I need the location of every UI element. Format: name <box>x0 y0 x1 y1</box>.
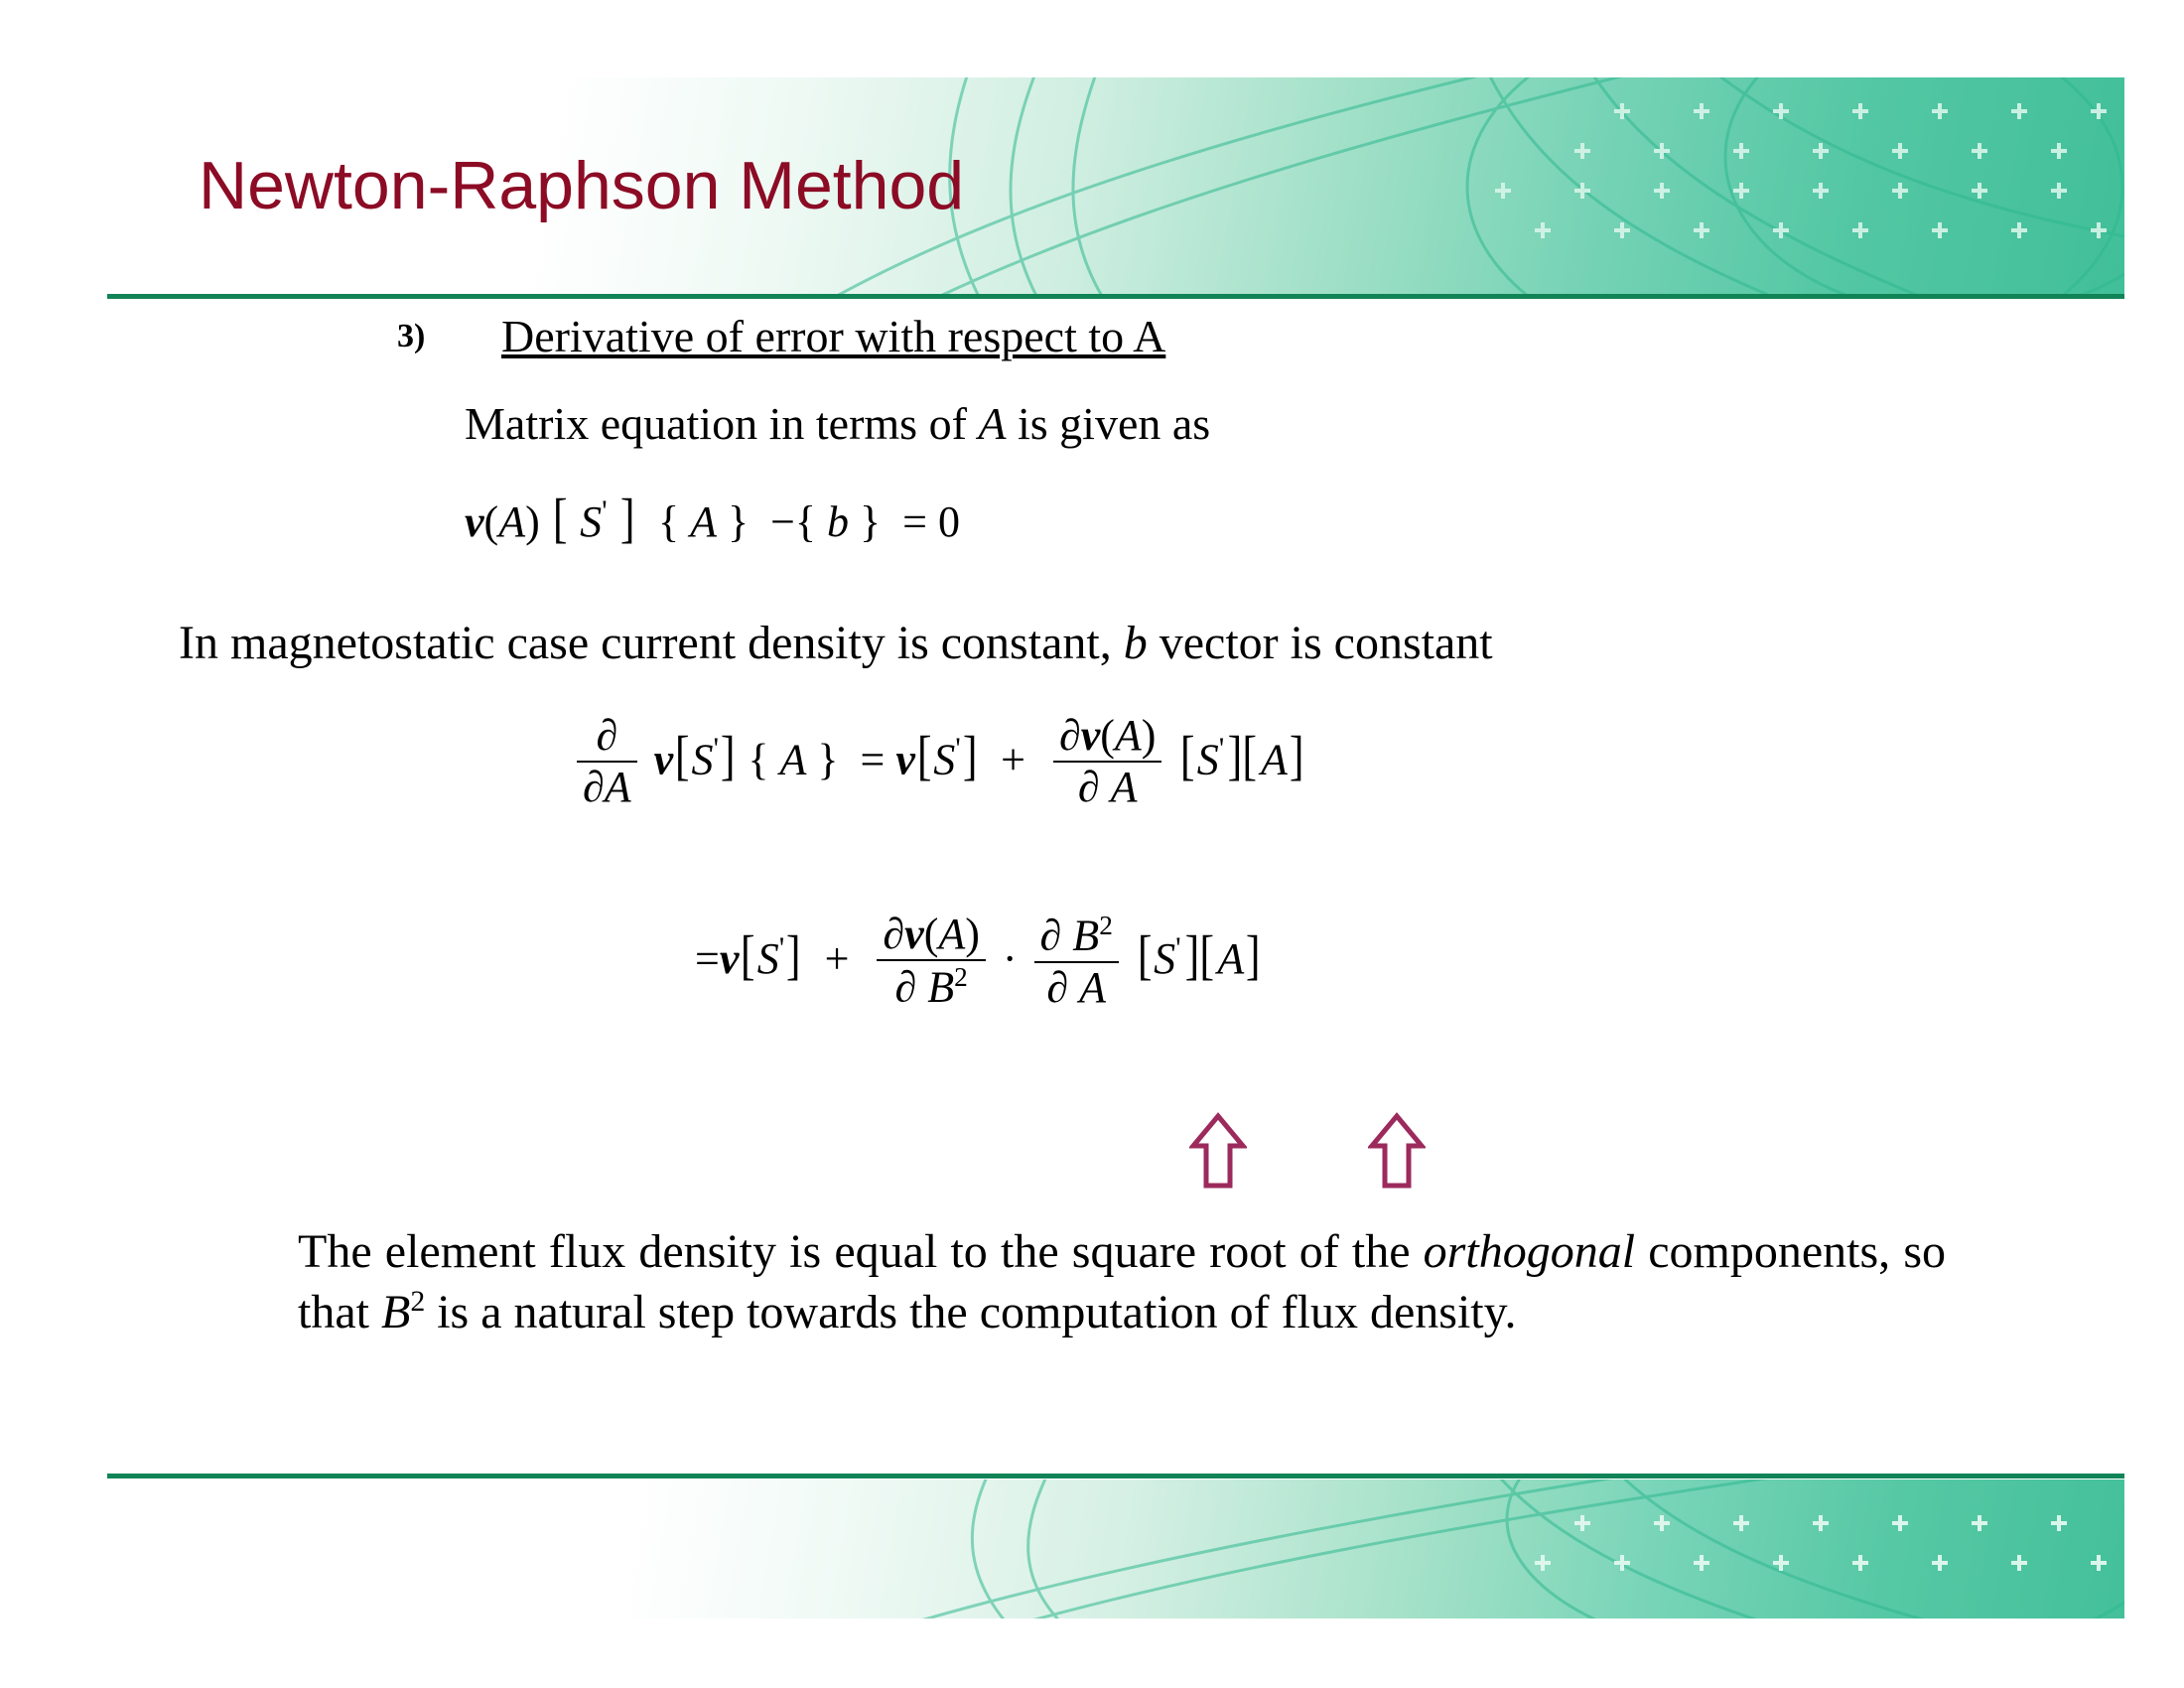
footer-divider-rule <box>107 1474 2124 1478</box>
final-paragraph <box>298 1221 1946 1343</box>
up-arrow-icon-right <box>1368 1112 1426 1190</box>
final-paragraph-italic-B: B <box>380 1286 411 1339</box>
magnetostatic-line: In magnetostatic case current density is constant, b vector is constant <box>179 617 1493 669</box>
equation-1: ν(A) [ S' ] { A } −{ b } = 0 <box>465 488 960 548</box>
fraction-dnu-dB2: $\frac{\partial\nu(A)}{\partial B^2}$ <box>877 912 985 1011</box>
header-divider-rule <box>107 294 2124 299</box>
fraction-dnu-dA: $\frac{\partial\nu(A)}{\partial A}$ <box>1053 713 1161 810</box>
fraction-d-dA: $\frac{\partial}{\partial A}$ <box>577 713 637 810</box>
section-heading: Derivative of error with respect to A <box>501 311 1166 361</box>
equation-2: $\frac{\partial}{\partial A}$ ν[S'] { A } = ν[S'] + $\frac{\partial\nu(A)}{\partial A}$ [S'][A] <box>571 715 1305 812</box>
footer-decoration-band <box>107 1479 2124 1618</box>
final-paragraph-sup-2: 2 <box>410 1285 426 1319</box>
up-arrow-icon-left <box>1189 1112 1247 1190</box>
final-paragraph-part-6: is a natural step towards the computation of flux density. <box>425 1286 1517 1339</box>
final-paragraph-part-1: The element flux density is equal to the square root of the <box>298 1225 1424 1278</box>
fraction-dB2-dA: $\frac{\partial B^2}{\partial A}$ <box>1034 912 1119 1011</box>
matrix-intro-line: Matrix equation in terms of A is given as <box>465 398 1211 449</box>
final-paragraph-part-3: components, so that <box>298 1225 1947 1339</box>
final-paragraph-italic-orthogonal: orthogonal <box>1423 1225 1636 1278</box>
footer-band-graphics <box>107 1479 2124 1618</box>
equation-3: =ν[S'] + $\frac{\partial\nu(A)}{\partial B^2}$ · $\frac{\partial B^2}{\partial A}$ [S'][A] <box>695 910 1261 1012</box>
bullet-number: 3) <box>397 318 426 354</box>
page-title: Newton-Raphson Method <box>199 148 965 223</box>
var-A: A <box>978 398 1007 449</box>
